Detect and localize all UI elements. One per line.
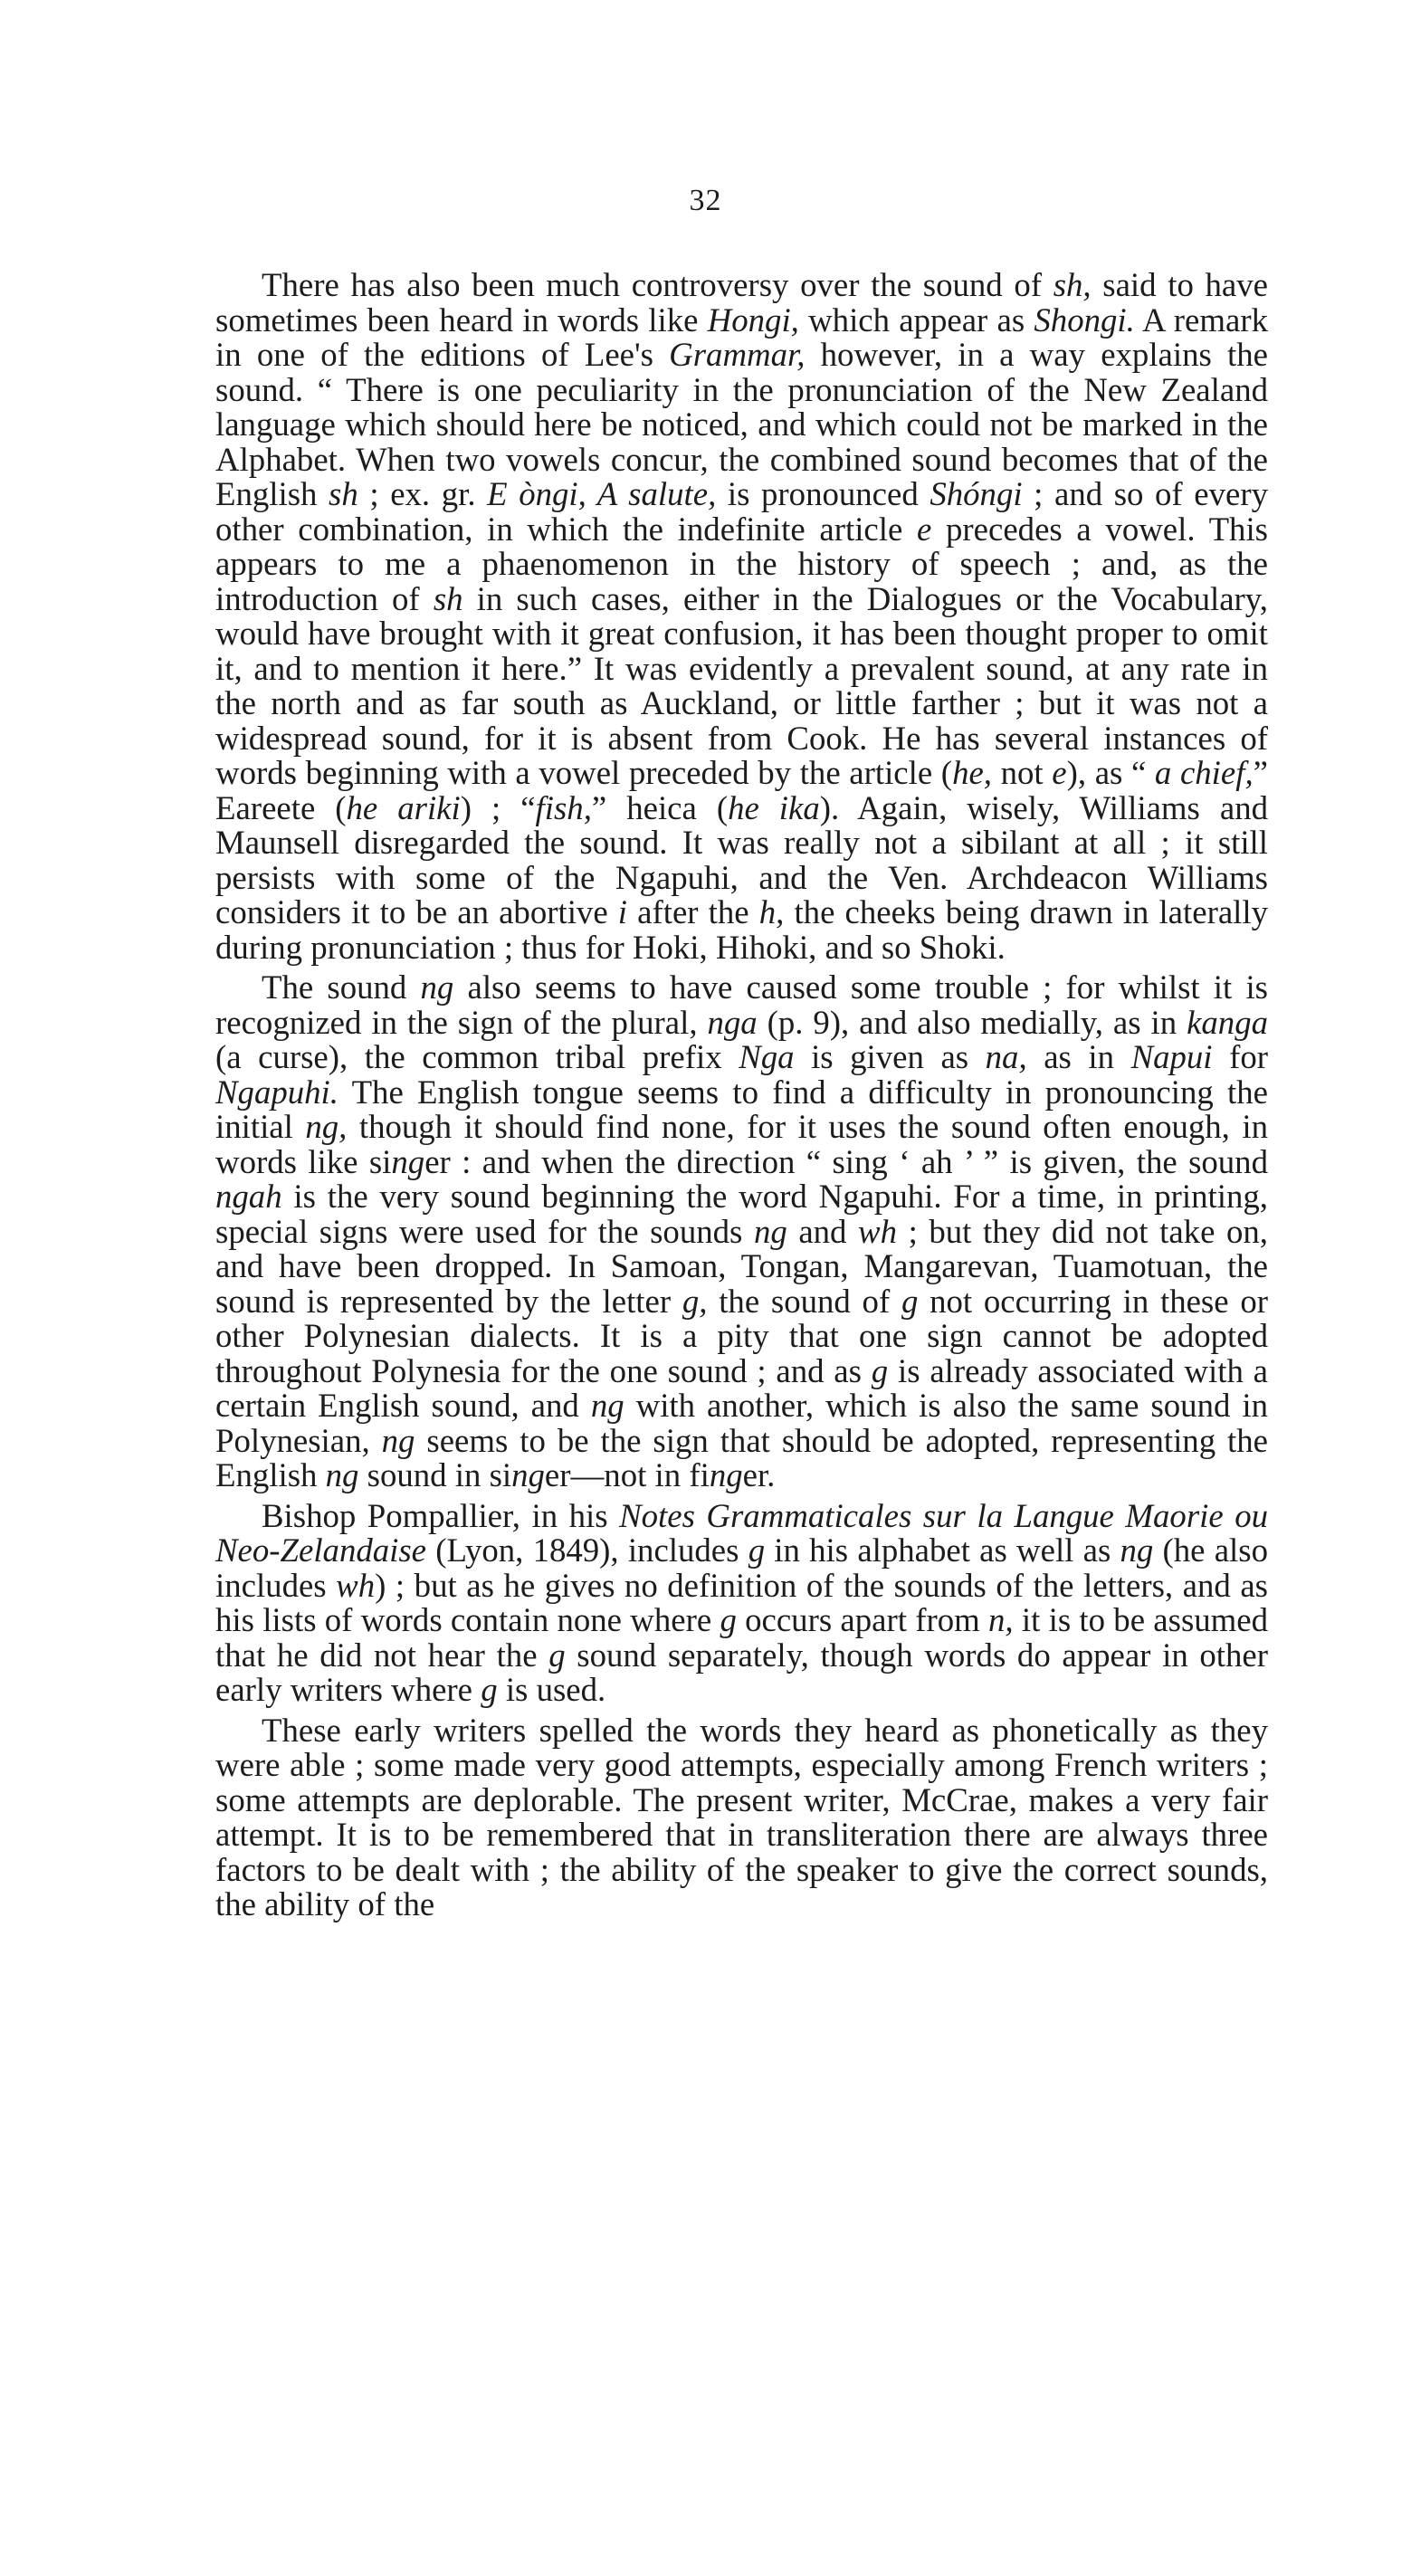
italic-text: i	[617, 893, 628, 930]
text-run: not	[992, 754, 1053, 791]
italic-text: g	[748, 1531, 766, 1569]
italic-text: fish,	[535, 788, 592, 826]
page-number: 32	[689, 184, 722, 217]
text-run: for	[1212, 1038, 1268, 1075]
italic-text: ng	[1120, 1531, 1154, 1569]
italic-text: kanga	[1187, 1003, 1268, 1041]
text-run: ), as “	[1066, 754, 1155, 791]
text-run: said to have sometimes been heard in words like	[215, 266, 1268, 339]
text-run: is used.	[497, 1671, 606, 1708]
italic-text: Nga	[739, 1038, 795, 1075]
text-run: is the very sound beginning the word Ngapuhi. For a time, in printing, special signs were used for the sounds	[215, 1178, 1268, 1250]
italic-text: g	[871, 1351, 889, 1389]
italic-text: a chief,	[1154, 754, 1254, 791]
text-run: (Lyon, 1849), includes	[426, 1531, 748, 1569]
italic-text: Grammar,	[669, 336, 806, 373]
paragraph	[215, 1496, 1269, 1708]
text-run: (he also includes	[215, 1531, 1268, 1604]
text-run: in such cases, either in the Dialogues or the Vocabulary, would have brought with it great confusion, it has been thought proper to omit it, and to mention it here.” It was evidently a prevalent sound, at any rate in the north and as far south as Auckland, or little farther ; but it was not a widespread sound, for it is absent from Cook. He has several instances of words beginning with a vowel preceded by the article (	[215, 579, 1269, 791]
text-run: (p. 9), and also medially, as in	[757, 1003, 1187, 1041]
text-run: with another, which is also the same sound in Polynesian,	[215, 1387, 1268, 1459]
text-run: ). Again, wisely, Williams and Maunsell disregarded the sound. It was really not a sibilant at all ; it still persists with some of the Ngapuhi, and the Ven. Archdeacon Williams considers it to be an abortive	[215, 788, 1268, 930]
paragraph	[215, 1713, 1268, 1922]
text-run: and	[787, 1212, 859, 1250]
italic-text: Shóngi	[930, 475, 1023, 512]
italic-text: Notes Grammaticales sur la Langue Maorie ou Neo-Zelandaise	[215, 1496, 1268, 1569]
text-run: as in	[1026, 1038, 1131, 1075]
italic-text: he ika	[728, 788, 820, 826]
italic-text: na,	[985, 1038, 1027, 1075]
text-run: also seems to have caused some trouble ; for whilst it is recognized in the sign of the plural,	[215, 968, 1268, 1041]
italic-text: nga	[707, 1003, 758, 1041]
text-run: There has also been much controversy over the sound of	[262, 266, 1053, 303]
text-run: ; ex. gr.	[358, 475, 488, 512]
italic-text: Ngapuhi.	[215, 1073, 338, 1111]
text-run: which appear as	[798, 301, 1034, 339]
italic-text: ngah	[215, 1178, 282, 1215]
text-run: is already associated with a certain English sound, and	[215, 1351, 1268, 1424]
text-run: Bishop Pompallier, in his	[262, 1496, 620, 1534]
italic-text: Napui	[1130, 1038, 1213, 1075]
italic-text: ng	[420, 968, 454, 1006]
italic-text: n,	[988, 1601, 1014, 1638]
text-run: in his alphabet as well as	[765, 1531, 1120, 1569]
text-run: A remark in one of the editions of Lee's	[215, 301, 1268, 373]
text-run: ” heica (	[591, 788, 729, 826]
italic-text: sh,	[1053, 266, 1092, 303]
paragraph	[215, 970, 1268, 1493]
italic-text: e	[917, 510, 932, 548]
italic-text: g,	[682, 1282, 708, 1320]
text-run: (a curse), the common tribal prefix	[215, 1038, 739, 1075]
text-run: The sound	[262, 968, 421, 1006]
text-run: occurs apart from	[736, 1601, 989, 1638]
italic-text: ng,	[305, 1108, 348, 1145]
text-run: ” Eareete (	[215, 754, 1268, 826]
text-run: is pronounced	[716, 475, 930, 512]
text-run: it is to be assumed that he did not hear the	[215, 1601, 1269, 1674]
italic-text: sh	[329, 475, 358, 512]
text-run: precedes a vowel. This appears to me a phaenomenon in the history of speech ; and, as the introduction of	[215, 510, 1269, 617]
text-run: the cheeks being drawn in laterally during pronunciation ; thus for Hoki, Hihoki, and so Shoki.	[215, 893, 1268, 966]
text-run: ; and so of every other combination, in which the indefinite article	[215, 475, 1268, 548]
italic-text: g	[548, 1636, 566, 1674]
italic-text: ng	[381, 1421, 415, 1459]
text-run: The English tongue seems to find a difficulty in pronouncing the initial	[215, 1073, 1268, 1145]
text-run: ) ; “	[460, 788, 536, 826]
text-run: ; but they did not take on, and have been dropped. In Samoan, Tongan, Mangarevan, Tuamotuan, the sound is represented by the letter	[215, 1212, 1268, 1320]
italic-text: E òngi, A salute,	[487, 475, 717, 512]
italic-text: Shongi.	[1034, 301, 1135, 339]
text-run: however, in a way explains the sound. “ There is one peculiarity in the pronunciation of the New Zealand language which should here be noticed, and which could not be marked in the Alphabet. When two vowels concur, the combined sound becomes that of the English	[215, 336, 1268, 512]
text-run: sound separately, though words do appear in other early writers where	[215, 1636, 1268, 1708]
italic-text: ng	[511, 1456, 545, 1493]
italic-text: e	[1052, 754, 1067, 791]
italic-text: sh	[433, 579, 463, 617]
italic-text: wh	[858, 1212, 897, 1250]
italic-text: g	[720, 1601, 737, 1638]
text-run: seems to be the sign that should be adopted, representing the English	[215, 1421, 1268, 1493]
italic-text: Hongi,	[707, 301, 799, 339]
italic-text: ng	[391, 1142, 425, 1180]
text-run: ) ; but as he gives no definition of the sounds of the letters, and as his lists of words contain none where	[215, 1566, 1268, 1638]
italic-text: ng	[325, 1456, 359, 1493]
italic-text: wh	[336, 1566, 376, 1604]
text-run: er—not in fi	[544, 1456, 710, 1493]
text-run: These early writers spelled the words they heard as phonetically as they were able ; some made very good attempts, especially among French writers ; some attempts are deplorable. The present writer, McCrae, makes a very fair attempt. It is to be remembered that in transliteration there are always three factors to be dealt with ; the ability of the speaker to give the correct sounds, the ability of the	[215, 1711, 1268, 1922]
text-run: though it should find none, for it uses the sound often enough, in words like si	[215, 1108, 1269, 1180]
italic-text: he,	[952, 754, 993, 791]
italic-text: h,	[758, 893, 785, 930]
text-run: er.	[742, 1456, 776, 1493]
paragraph	[215, 268, 1268, 965]
text-run: er : and when the direction “ sing ‘ ah ’ ” is given, the sound	[424, 1142, 1268, 1180]
italic-text: g	[481, 1671, 498, 1708]
italic-text: ng	[753, 1212, 787, 1250]
text-run: sound in si	[358, 1456, 512, 1493]
text-run: is given as	[794, 1038, 986, 1075]
italic-text: ng	[590, 1387, 624, 1424]
text-run: not occurring in these or other Polynesian dialects. It is a pity that one sign cannot be adopted throughout Polynesia for the one sound ; and as	[215, 1282, 1268, 1389]
body-text	[215, 268, 1268, 1928]
text-run: the sound of	[707, 1282, 901, 1320]
italic-text: he ariki	[346, 788, 461, 826]
italic-text: g	[901, 1282, 919, 1320]
text-run: after the	[627, 893, 759, 930]
italic-text: ng	[709, 1456, 743, 1493]
